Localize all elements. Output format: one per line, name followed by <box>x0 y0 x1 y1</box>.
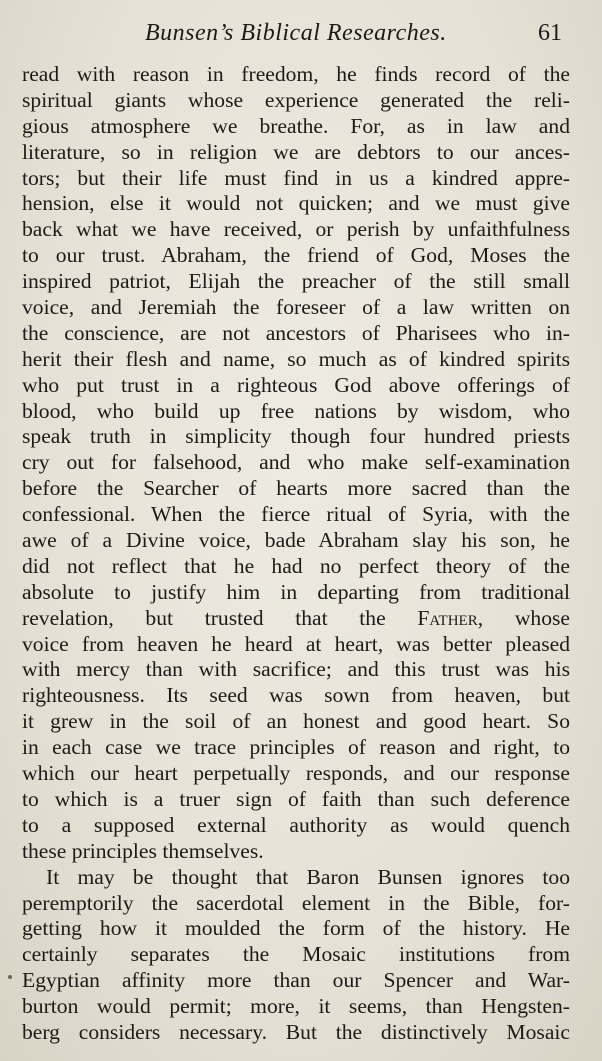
text-line: certainly separates the Mosaic institutions from <box>22 942 570 967</box>
text-line: before the Searcher of hearts more sacred than the <box>22 476 570 501</box>
text-line: blood, who build up free nations by wisdom, who <box>22 398 570 423</box>
text-line: did not reflect that he had no perfect theory of the <box>22 553 570 578</box>
father-word: Father, <box>417 605 484 630</box>
text-line: righteousness. Its seed was sown from heaven, but <box>22 683 570 708</box>
text-line: voice from heaven he heard at heart, was better pleased <box>22 631 570 656</box>
text-line: to which is a truer sign of faith than such deference <box>22 786 570 811</box>
text-line: literature, so in religion we are debtors to our ances- <box>22 139 570 164</box>
text-line: speak truth in simplicity though four hundred priests <box>22 424 570 449</box>
text-line: gious atmosphere we breathe. For, as in law and <box>22 113 570 138</box>
text-fragment: whose <box>514 605 570 630</box>
text-line: spiritual giants whose experience generated the reli- <box>22 87 570 112</box>
text-line: absolute to justify him in departing from traditional <box>22 579 570 604</box>
text-line: cry out for falsehood, and who make self-examination <box>22 450 570 475</box>
running-head <box>0 16 602 56</box>
text-line: It may be thought that Baron Bunsen ignores too <box>46 864 570 889</box>
paper-speck <box>8 975 12 979</box>
text-line: hension, else it would not quicken; and we must give <box>22 191 570 216</box>
paragraph-1 <box>22 62 570 865</box>
body-text <box>22 62 570 1046</box>
text-line: peremptorily the sacerdotal element in the Bible, for- <box>22 890 570 915</box>
running-title: Bunsen’s Biblical Researches. <box>145 20 447 46</box>
text-line: Egyptian affinity more than our Spencer and War- <box>22 968 570 993</box>
text-line: burton would permit; more, it seems, than Hengsten- <box>22 994 570 1019</box>
text-line: it grew in the soil of an honest and good heart. So <box>22 709 570 734</box>
text-line: berg considers necessary. But the distinctively Mosaic <box>22 1019 570 1044</box>
text-line: confessional. When the fierce ritual of Syria, with the <box>22 502 570 527</box>
text-line-father <box>22 606 570 632</box>
paragraph-2 <box>22 865 570 1046</box>
text-line: these principles themselves. <box>22 838 264 863</box>
text-line: to our trust. Abraham, the friend of God, Moses the <box>22 243 570 268</box>
text-line: awe of a Divine voice, bade Abraham slay his son, he <box>22 528 570 553</box>
text-line: who put trust in a righteous God above offerings of <box>22 372 570 397</box>
text-line: tors; but their life must find in us a kindred appre- <box>22 165 570 190</box>
text-line: to a supposed external authority as would quench <box>22 812 570 837</box>
text-line: getting how it moulded the form of the history. He <box>22 916 570 941</box>
text-line: the conscience, are not ancestors of Pharisees who in- <box>22 320 570 345</box>
text-line: inspired patriot, Elijah the preacher of the still small <box>22 269 570 294</box>
text-line: herit their flesh and name, so much as of kindred spirits <box>22 346 570 371</box>
text-fragment: revelation, but trusted that the <box>22 605 386 630</box>
text-line: back what we have received, or perish by unfaithfulness <box>22 217 570 242</box>
text-line: with mercy than with sacrifice; and this trust was his <box>22 657 570 682</box>
text-line: voice, and Jeremiah the foreseer of a law written on <box>22 295 570 320</box>
text-line: in each case we trace principles of reason and right, to <box>22 735 570 760</box>
page-number: 61 <box>538 20 562 46</box>
text-line: read with reason in freedom, he finds record of the <box>22 62 570 86</box>
text-line: which our heart perpetually responds, and our response <box>22 761 570 786</box>
